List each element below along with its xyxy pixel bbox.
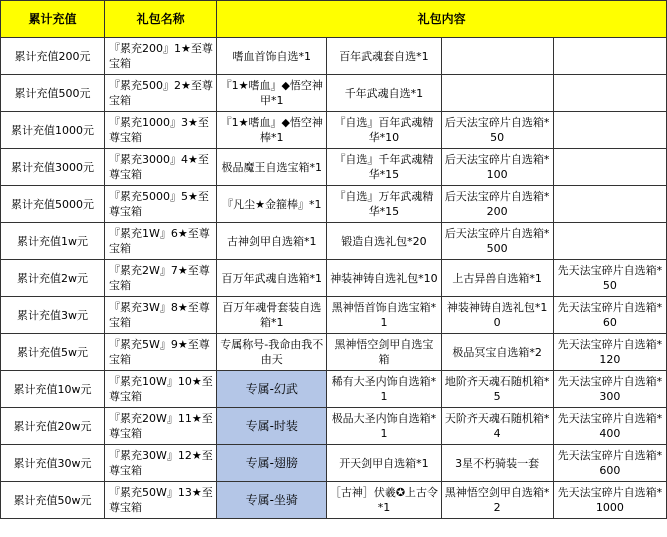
pack-name-cell: 『累充30W』12★至尊宝箱 (105, 445, 217, 482)
pack-name-cell: 『累充5000』5★至尊宝箱 (105, 186, 217, 223)
content-item-cell: 天阶齐天魂石随机箱*4 (441, 408, 553, 445)
pack-name-cell: 『累充10W』10★至尊宝箱 (105, 371, 217, 408)
content-item-cell: 神装神铸自选礼包*10 (327, 260, 441, 297)
tier-cell: 累计充值1000元 (1, 112, 105, 149)
content-item-cell (441, 38, 553, 75)
content-item-cell: 后天法宝碎片自选箱*200 (441, 186, 553, 223)
content-item-cell: 先天法宝碎片自选箱*60 (553, 297, 666, 334)
content-item-cell: 『自选』万年武魂精华*15 (327, 186, 441, 223)
tier-cell: 累计充值2w元 (1, 260, 105, 297)
tier-cell: 累计充值50w元 (1, 482, 105, 519)
content-item-cell: 先天法宝碎片自选箱*1000 (553, 482, 666, 519)
content-item-cell: 后天法宝碎片自选箱*50 (441, 112, 553, 149)
tier-cell: 累计充值10w元 (1, 371, 105, 408)
content-item-cell (553, 186, 666, 223)
content-item-cell: 嗜血首饰自选*1 (217, 38, 327, 75)
table-row (1, 482, 667, 519)
content-item-cell: 专属-幻武 (217, 371, 327, 408)
content-item-cell: 先天法宝碎片自选箱*120 (553, 334, 666, 371)
content-item-cell: 先天法宝碎片自选箱*300 (553, 371, 666, 408)
content-item-cell: 上古异兽自选箱*1 (441, 260, 553, 297)
pack-name-cell: 『累充50W』13★至尊宝箱 (105, 482, 217, 519)
header-tier: 累计充值 (1, 1, 105, 38)
content-item-cell: 3星不朽骑装一套 (441, 445, 553, 482)
content-item-cell (553, 149, 666, 186)
tier-cell: 累计充值20w元 (1, 408, 105, 445)
content-item-cell (553, 223, 666, 260)
tier-cell: 累计充值5w元 (1, 334, 105, 371)
header-content: 礼包内容 (217, 1, 667, 38)
content-item-cell: 『1★嗜血』◆悟空神棒*1 (217, 112, 327, 149)
pack-name-cell: 『累充2W』7★至尊宝箱 (105, 260, 217, 297)
content-item-cell: 先天法宝碎片自选箱*400 (553, 408, 666, 445)
content-item-cell: 古神剑甲自选箱*1 (217, 223, 327, 260)
tier-cell: 累计充值1w元 (1, 223, 105, 260)
content-item-cell: 专属-坐骑 (217, 482, 327, 519)
table-row (1, 75, 667, 112)
table-row (1, 371, 667, 408)
tier-cell: 累计充值500元 (1, 75, 105, 112)
content-item-cell (553, 38, 666, 75)
tier-cell: 累计充值3w元 (1, 297, 105, 334)
tier-cell: 累计充值30w元 (1, 445, 105, 482)
content-item-cell: 专属-翅膀 (217, 445, 327, 482)
content-item-cell: 先天法宝碎片自选箱*50 (553, 260, 666, 297)
content-item-cell: 极品冥宝自选箱*2 (441, 334, 553, 371)
content-item-cell: 锻造自选礼包*20 (327, 223, 441, 260)
content-item-cell: 千年武魂自选*1 (327, 75, 441, 112)
content-item-cell: 稀有大圣内饰自选箱*1 (327, 371, 441, 408)
header-name: 礼包名称 (105, 1, 217, 38)
content-item-cell: 『1★嗜血』◆悟空神甲*1 (217, 75, 327, 112)
content-item-cell: 专属称号-我命由我不由天 (217, 334, 327, 371)
content-item-cell: 黑神悟空剑甲自选箱*2 (441, 482, 553, 519)
content-item-cell: 百万年武魂自选箱*1 (217, 260, 327, 297)
pack-name-cell: 『累充200』1★至尊宝箱 (105, 38, 217, 75)
content-item-cell: 黑神悟首饰自选宝箱*1 (327, 297, 441, 334)
content-item-cell: 神装神铸自选礼包*10 (441, 297, 553, 334)
table-row (1, 334, 667, 371)
content-item-cell (441, 75, 553, 112)
header-row (1, 1, 667, 38)
pack-name-cell: 『累充500』2★至尊宝箱 (105, 75, 217, 112)
table-row (1, 223, 667, 260)
tier-cell: 累计充值5000元 (1, 186, 105, 223)
tier-cell: 累计充值3000元 (1, 149, 105, 186)
content-item-cell: 地阶齐天魂石随机箱*5 (441, 371, 553, 408)
pack-name-cell: 『累充1000』3★至尊宝箱 (105, 112, 217, 149)
table-row (1, 38, 667, 75)
table-row (1, 445, 667, 482)
pack-name-cell: 『累充3000』4★至尊宝箱 (105, 149, 217, 186)
content-item-cell: 『凡尘★金箍棒』*1 (217, 186, 327, 223)
table-row (1, 297, 667, 334)
table-row (1, 408, 667, 445)
content-item-cell: 先天法宝碎片自选箱*600 (553, 445, 666, 482)
tier-cell: 累计充值200元 (1, 38, 105, 75)
content-item-cell: 『自选』千年武魂精华*15 (327, 149, 441, 186)
content-item-cell: ［古神］伏羲✪上古令*1 (327, 482, 441, 519)
content-item-cell (553, 75, 666, 112)
content-item-cell: 后天法宝碎片自选箱*500 (441, 223, 553, 260)
content-item-cell: 『自选』百年武魂精华*10 (327, 112, 441, 149)
content-item-cell: 黑神悟空剑甲自选宝箱 (327, 334, 441, 371)
content-item-cell: 极品大圣内饰自选箱*1 (327, 408, 441, 445)
pack-name-cell: 『累充1W』6★至尊宝箱 (105, 223, 217, 260)
pack-name-cell: 『累充5W』9★至尊宝箱 (105, 334, 217, 371)
content-item-cell (553, 112, 666, 149)
pack-name-cell: 『累充3W』8★至尊宝箱 (105, 297, 217, 334)
content-item-cell: 后天法宝碎片自选箱*100 (441, 149, 553, 186)
table-row (1, 260, 667, 297)
content-item-cell: 专属-时装 (217, 408, 327, 445)
content-item-cell: 开天剑甲自选箱*1 (327, 445, 441, 482)
content-item-cell: 百万年魂骨套装自选箱*1 (217, 297, 327, 334)
content-item-cell: 极品魔王自选宝箱*1 (217, 149, 327, 186)
content-item-cell: 百年武魂套自选*1 (327, 38, 441, 75)
table-row (1, 149, 667, 186)
pack-name-cell: 『累充20W』11★至尊宝箱 (105, 408, 217, 445)
table-row (1, 186, 667, 223)
table-row (1, 112, 667, 149)
